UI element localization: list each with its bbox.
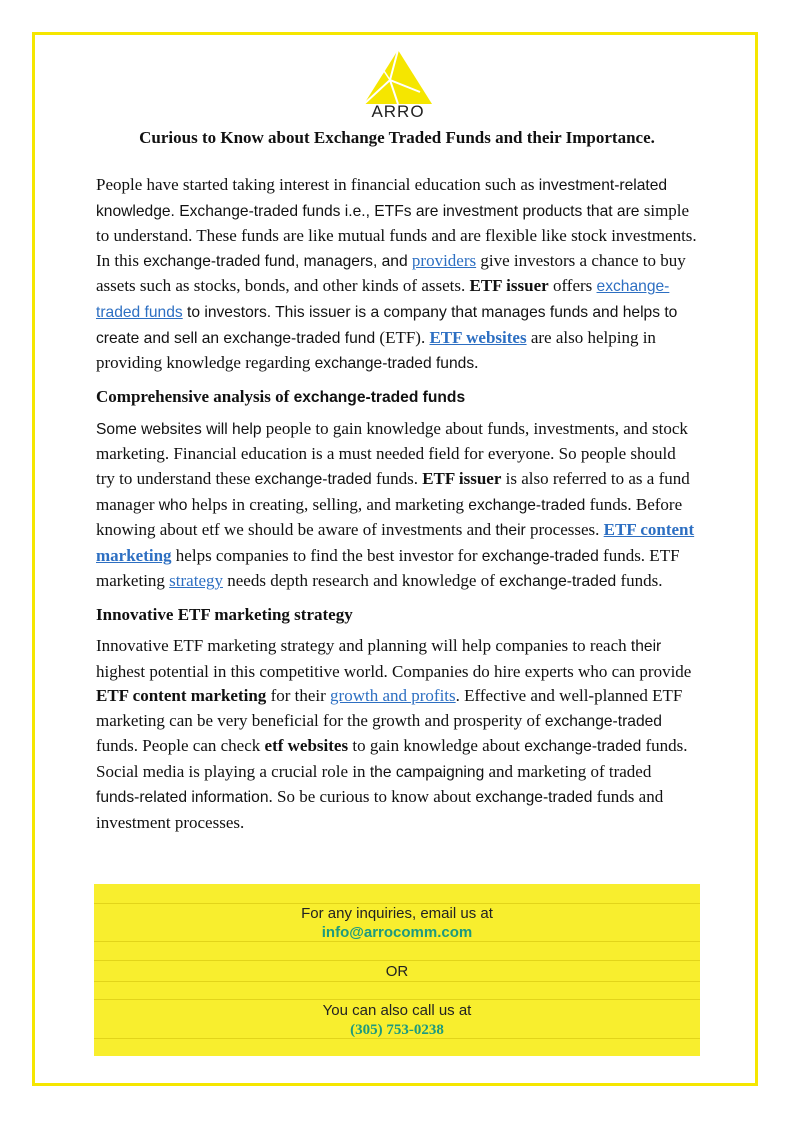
page-title: Curious to Know about Exchange Traded Funds and their Importance.	[139, 128, 655, 147]
analysis-text: people to gain knowledge about funds, investments, and stock marketing. Financial education is a must needed field for everyone. So people should try to understand these	[96, 418, 688, 488]
etf-content-marketing-bold: ETF content marketing	[96, 686, 267, 706]
strategy-text: exchange-traded	[475, 789, 593, 807]
divider	[94, 999, 700, 1000]
strategy-paragraph	[96, 634, 698, 836]
phone-row	[94, 1021, 700, 1039]
exchange-traded-funds-link[interactable]: exchange-traded funds	[96, 278, 670, 321]
inquiries-label: For any inquiries, email us at	[301, 905, 493, 922]
article-body	[96, 173, 698, 845]
intro-text: investment-related knowledge. Exchange-traded funds i.e., ETFs are investment products that are	[96, 177, 668, 220]
strategy-text: for their	[266, 686, 331, 706]
analysis-text: exchange-traded	[254, 470, 372, 488]
divider	[94, 981, 700, 982]
phone-link[interactable]: (305) 753-0238	[350, 1022, 444, 1038]
etf-content-marketing-link[interactable]: ETF content marketing	[96, 520, 695, 565]
intro-text: give investors a chance to buy assets such as stocks, bonds, and other kinds of assets.	[96, 250, 686, 296]
analysis-text: helps companies to find the best investor for	[171, 545, 482, 565]
strategy-text: funds. People can check	[96, 736, 265, 756]
analysis-text: exchange-traded	[499, 573, 617, 591]
strategy-text: exchange-traded	[544, 712, 662, 730]
analysis-text: exchange-traded	[481, 547, 599, 565]
strategy-text: funds and investment processes.	[96, 787, 664, 833]
email-row	[94, 924, 700, 942]
strategy-text: funds. Social media is playing a crucial role in	[96, 736, 688, 781]
intro-text: to investors. This issuer is a company that manages funds and helps to create and sell an exchange-traded fund	[96, 303, 678, 347]
intro-text: (ETF).	[375, 327, 430, 347]
analysis-text: their	[495, 522, 526, 540]
intro-text: People have started taking interest in financial education such as	[96, 175, 539, 194]
arro-logo	[360, 50, 436, 124]
etf-issuer-bold: ETF issuer	[422, 468, 502, 488]
intro-text: .	[474, 353, 479, 373]
arro-logo-mark-icon	[360, 50, 436, 106]
strategy-text: and marketing of traded	[484, 761, 652, 781]
analysis-paragraph	[96, 417, 698, 595]
analysis-text: processes.	[525, 520, 604, 540]
analysis-text: who	[158, 496, 188, 514]
strategy-text: exchange-traded	[524, 738, 642, 756]
divider	[94, 960, 700, 961]
strategy-text: their	[630, 637, 662, 655]
logo-wordmark: ARRO	[371, 102, 425, 121]
strategy-link[interactable]: strategy	[169, 571, 223, 591]
growth-and-profits-link[interactable]: growth and profits	[330, 686, 456, 706]
strategy-text: . So be curious to know about	[268, 787, 476, 807]
heading-text: Comprehensive analysis of	[96, 386, 294, 406]
strategy-text: funds-related information	[96, 789, 269, 807]
analysis-text: Some websites will help	[96, 420, 262, 438]
strategy-text: Innovative ETF marketing strategy and planning will help companies to reach	[96, 635, 631, 655]
analysis-text: needs depth research and knowledge of	[223, 571, 500, 591]
etf-issuer-bold: ETF issuer	[469, 276, 549, 296]
divider	[94, 903, 700, 904]
analysis-text: exchange-traded	[468, 496, 586, 514]
strategy-text: to gain knowledge about	[348, 736, 525, 756]
section-heading-strategy: Innovative ETF marketing strategy	[96, 604, 353, 624]
heading-text: exchange-traded funds	[293, 388, 466, 406]
intro-paragraph	[96, 173, 698, 377]
providers-link[interactable]: providers	[411, 250, 477, 270]
strategy-text: the campaigning	[369, 763, 485, 781]
or-label: OR	[385, 963, 409, 980]
etf-websites-link[interactable]: ETF websites	[429, 327, 527, 347]
analysis-text: funds.	[371, 468, 423, 488]
email-link[interactable]: info@arrocomm.com	[321, 924, 473, 941]
section-heading-analysis	[96, 386, 698, 409]
intro-text: simple to understand. These funds are like mutual funds and are flexible like stock investments. In this	[96, 200, 697, 270]
intro-text: are also helping in providing knowledge regarding	[96, 327, 656, 373]
intro-text: exchange-traded funds	[314, 355, 475, 373]
etf-websites-bold: etf websites	[264, 736, 349, 756]
analysis-text: funds.	[616, 571, 663, 591]
contact-box	[94, 884, 700, 1056]
intro-text: offers	[548, 276, 597, 296]
strategy-text: highest potential in this competitive world. Companies do hire experts who can provide	[96, 661, 692, 681]
call-label: You can also call us at	[322, 1002, 472, 1019]
analysis-text: funds. ETF marketing	[96, 545, 680, 591]
intro-text: exchange-traded fund, managers, and	[143, 252, 408, 270]
analysis-text: is also referred to as a fund manager	[96, 468, 690, 514]
analysis-text: funds. Before knowing about etf we should be aware of investments and	[96, 494, 683, 540]
strategy-text: . Effective and well-planned ETF marketing can be very beneficial for the growth and prosperity of	[96, 686, 683, 730]
analysis-text: helps in creating, selling, and marketing	[187, 494, 469, 514]
